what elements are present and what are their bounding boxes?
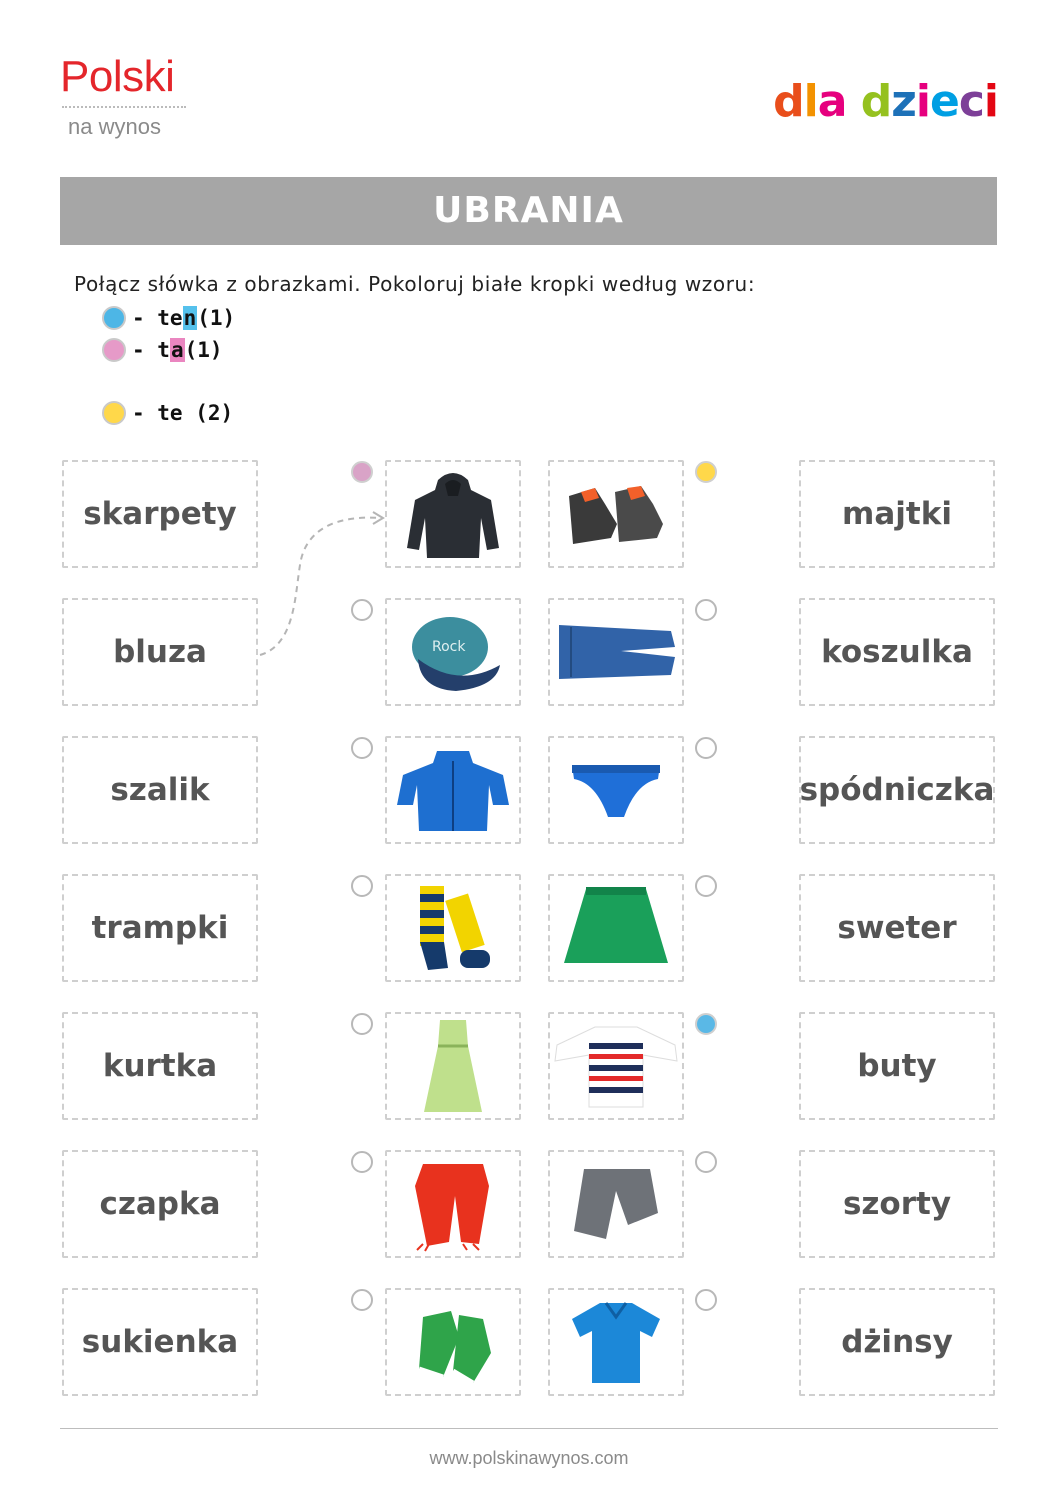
legend-post: (1) xyxy=(197,306,236,330)
legend-highlight: a xyxy=(170,338,184,362)
legend-dot-blue xyxy=(102,306,126,330)
logo-letter: d xyxy=(860,76,892,127)
picture-card-sneakers[interactable] xyxy=(385,1288,521,1396)
picture-card-cap[interactable] xyxy=(385,598,521,706)
picture-card-jacket[interactable] xyxy=(385,736,521,844)
shorts-icon xyxy=(566,1161,666,1247)
dress-icon xyxy=(408,1016,498,1116)
color-dot-left[interactable] xyxy=(351,599,373,621)
picture-card-dress[interactable] xyxy=(385,1012,521,1120)
logo-letter: i xyxy=(983,76,998,127)
footer-divider xyxy=(60,1428,998,1429)
logo-letter: z xyxy=(891,76,916,127)
logo-letter: e xyxy=(929,76,959,127)
cap-icon xyxy=(398,609,508,695)
word-card-right[interactable]: koszulka xyxy=(799,598,995,706)
legend-pre: - t xyxy=(132,338,170,362)
legend-te xyxy=(102,400,233,426)
legend-dot-yellow xyxy=(102,401,126,425)
word-card-right[interactable]: majtki xyxy=(799,460,995,568)
color-dot-left[interactable] xyxy=(351,1289,373,1311)
jacket-icon xyxy=(393,745,513,835)
socks-icon xyxy=(408,880,498,976)
polo-shirt-icon xyxy=(566,1297,666,1387)
legend-dot-pink xyxy=(102,338,126,362)
logo-subtitle: na wynos xyxy=(68,114,161,139)
word-card-right[interactable]: dżinsy xyxy=(799,1288,995,1396)
legend-ten xyxy=(102,305,235,331)
word-card-left[interactable]: sukienka xyxy=(62,1288,258,1396)
logo-letter: a xyxy=(817,76,847,127)
logo-divider xyxy=(62,106,186,108)
word-card-left[interactable]: kurtka xyxy=(62,1012,258,1120)
picture-card-briefs[interactable] xyxy=(548,736,684,844)
picture-card-polo-shirt[interactable] xyxy=(548,1288,684,1396)
hoodie-icon xyxy=(403,466,503,562)
color-dot-right[interactable] xyxy=(695,461,717,483)
legend-pre: - te (2) xyxy=(132,401,234,425)
sneakers-icon xyxy=(403,1297,503,1387)
picture-card-skirt[interactable] xyxy=(548,874,684,982)
color-dot-left[interactable] xyxy=(351,737,373,759)
color-dot-right[interactable] xyxy=(695,1289,717,1311)
word-card-left[interactable]: skarpety xyxy=(62,460,258,568)
word-card-right[interactable]: spódniczka xyxy=(799,736,995,844)
instructions-text: Połącz słówka z obrazkami. Pokoloruj białe kropki według wzoru: xyxy=(74,272,756,296)
polski-na-wynos-logo xyxy=(60,52,190,147)
page-title: UBRANIA xyxy=(433,190,624,231)
word-card-right[interactable]: szorty xyxy=(799,1150,995,1258)
dla-dzieci-logo xyxy=(768,76,998,136)
word-card-left[interactable]: czapka xyxy=(62,1150,258,1258)
picture-card-jeans[interactable] xyxy=(548,598,684,706)
scarf-icon xyxy=(393,1156,513,1252)
picture-card-shorts[interactable] xyxy=(548,1150,684,1258)
briefs-icon xyxy=(566,755,666,825)
skirt-icon xyxy=(556,883,676,973)
word-card-right[interactable]: sweter xyxy=(799,874,995,982)
picture-card-boots[interactable] xyxy=(548,460,684,568)
color-dot-left[interactable] xyxy=(351,461,373,483)
color-dot-right[interactable] xyxy=(695,1151,717,1173)
picture-card-hoodie[interactable] xyxy=(385,460,521,568)
logo-letter: l xyxy=(803,76,818,127)
picture-card-scarf[interactable] xyxy=(385,1150,521,1258)
jeans-icon xyxy=(551,617,681,687)
legend-post: (1) xyxy=(184,338,223,362)
title-banner xyxy=(60,177,997,245)
word-card-left[interactable]: bluza xyxy=(62,598,258,706)
svg-text:Rock: Rock xyxy=(432,639,466,655)
logo-letter xyxy=(846,76,860,127)
color-dot-left[interactable] xyxy=(351,1151,373,1173)
color-dot-left[interactable] xyxy=(351,1013,373,1035)
color-dot-right[interactable] xyxy=(695,1013,717,1035)
picture-card-socks[interactable] xyxy=(385,874,521,982)
legend-pre: - te xyxy=(132,306,183,330)
color-dot-right[interactable] xyxy=(695,737,717,759)
logo-letter: c xyxy=(958,76,984,127)
footer-url: www.polskinawynos.com xyxy=(429,1448,629,1468)
legend-highlight: n xyxy=(183,306,197,330)
picture-card-sweater[interactable] xyxy=(548,1012,684,1120)
example-connection-arrow xyxy=(255,505,390,660)
logo-letter: d xyxy=(773,76,804,127)
sweater-icon xyxy=(551,1021,681,1111)
logo-letter: i xyxy=(915,76,930,127)
word-card-left[interactable]: trampki xyxy=(62,874,258,982)
color-dot-right[interactable] xyxy=(695,599,717,621)
word-card-right[interactable]: buty xyxy=(799,1012,995,1120)
color-dot-right[interactable] xyxy=(695,875,717,897)
boots-icon xyxy=(561,474,671,554)
word-card-left[interactable]: szalik xyxy=(62,736,258,844)
color-dot-left[interactable] xyxy=(351,875,373,897)
logo-word: Polski xyxy=(60,52,175,101)
legend-ta xyxy=(102,337,223,363)
